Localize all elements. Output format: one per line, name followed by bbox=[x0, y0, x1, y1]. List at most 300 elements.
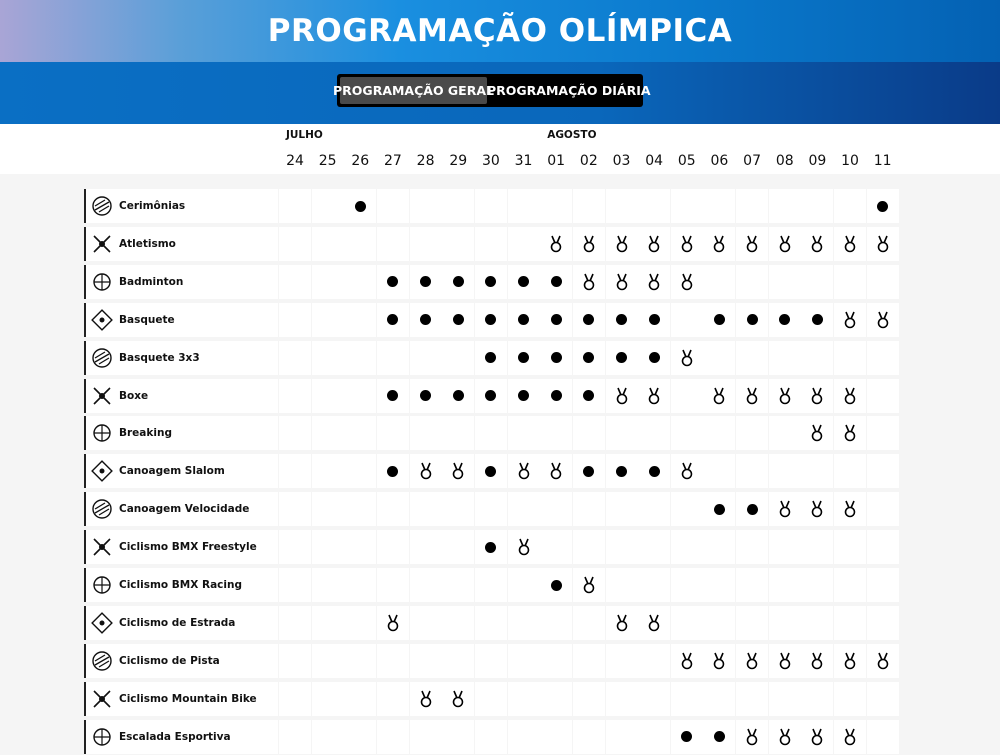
schedule-cell bbox=[769, 682, 801, 716]
schedule-cell bbox=[834, 530, 866, 564]
schedule-cell bbox=[312, 492, 344, 526]
schedule-cell[interactable] bbox=[671, 644, 703, 678]
schedule-cell[interactable] bbox=[769, 227, 801, 261]
schedule-cell bbox=[606, 416, 638, 450]
schedule-cell bbox=[312, 454, 344, 488]
medal-icon bbox=[680, 462, 694, 480]
schedule-cell[interactable] bbox=[442, 265, 474, 299]
schedule-cell[interactable] bbox=[801, 227, 833, 261]
schedule-cell[interactable] bbox=[867, 189, 899, 223]
schedule-cell bbox=[736, 341, 768, 375]
schedule-cell bbox=[279, 227, 311, 261]
schedule-cell bbox=[638, 189, 670, 223]
schedule-cell bbox=[703, 189, 735, 223]
schedule-cell[interactable] bbox=[671, 341, 703, 375]
event-dot-icon bbox=[453, 276, 464, 287]
schedule-cell[interactable] bbox=[834, 644, 866, 678]
tab-daily-schedule[interactable]: PROGRAMAÇÃO DIÁRIA bbox=[487, 83, 651, 98]
schedule-cell[interactable] bbox=[638, 303, 670, 337]
schedule-cell[interactable] bbox=[769, 379, 801, 413]
event-dot-icon bbox=[518, 390, 529, 401]
schedule-cell bbox=[671, 303, 703, 337]
schedule-cell bbox=[769, 568, 801, 602]
schedule-cell[interactable] bbox=[736, 227, 768, 261]
sport-name: Canoagem Slalom bbox=[119, 465, 225, 478]
schedule-cell bbox=[834, 682, 866, 716]
schedule-cell bbox=[312, 265, 344, 299]
sport-row bbox=[84, 227, 914, 261]
schedule-cell[interactable] bbox=[475, 530, 507, 564]
sport-label[interactable] bbox=[84, 341, 278, 375]
schedule-cell[interactable] bbox=[573, 303, 605, 337]
schedule-cell[interactable] bbox=[671, 454, 703, 488]
schedule-cell bbox=[410, 492, 442, 526]
schedule-cell bbox=[508, 492, 540, 526]
event-dot-icon bbox=[812, 314, 823, 325]
sport-label[interactable] bbox=[84, 454, 278, 488]
schedule-cell[interactable] bbox=[834, 379, 866, 413]
medal-icon bbox=[451, 690, 465, 708]
medal-icon bbox=[810, 500, 824, 518]
schedule-cell bbox=[736, 530, 768, 564]
track-cycling-icon bbox=[91, 650, 113, 672]
schedule-cell bbox=[573, 189, 605, 223]
canoe-sprint-icon bbox=[91, 498, 113, 520]
medal-icon bbox=[680, 652, 694, 670]
event-dot-icon bbox=[616, 352, 627, 363]
schedule-cell bbox=[606, 189, 638, 223]
schedule-cell[interactable] bbox=[703, 379, 735, 413]
medal-icon bbox=[647, 387, 661, 405]
schedule-cell[interactable] bbox=[377, 454, 409, 488]
event-dot-icon bbox=[387, 390, 398, 401]
schedule-cell bbox=[377, 341, 409, 375]
schedule-cell[interactable] bbox=[801, 720, 833, 754]
schedule-cell bbox=[475, 189, 507, 223]
event-dot-icon bbox=[420, 314, 431, 325]
schedule-cell[interactable] bbox=[638, 341, 670, 375]
medal-icon bbox=[647, 614, 661, 632]
event-dot-icon bbox=[453, 314, 464, 325]
schedule-cell[interactable] bbox=[801, 379, 833, 413]
schedule-cell bbox=[736, 568, 768, 602]
sport-row bbox=[84, 341, 914, 375]
schedule-cell[interactable] bbox=[573, 568, 605, 602]
basketball-icon bbox=[91, 309, 113, 331]
schedule-cell bbox=[834, 189, 866, 223]
schedule-cell[interactable] bbox=[508, 454, 540, 488]
breaking-icon bbox=[91, 422, 113, 444]
medal-icon bbox=[582, 235, 596, 253]
schedule-cell[interactable] bbox=[671, 265, 703, 299]
schedule-cell bbox=[736, 682, 768, 716]
schedule-cell[interactable] bbox=[671, 720, 703, 754]
event-dot-icon bbox=[387, 276, 398, 287]
schedule-cell[interactable] bbox=[801, 492, 833, 526]
schedule-cell[interactable] bbox=[475, 341, 507, 375]
schedule-cell[interactable] bbox=[475, 379, 507, 413]
schedule-cell[interactable] bbox=[769, 492, 801, 526]
medal-icon bbox=[843, 728, 857, 746]
schedule-cell[interactable] bbox=[834, 492, 866, 526]
schedule-cell[interactable] bbox=[606, 454, 638, 488]
medal-icon bbox=[745, 728, 759, 746]
schedule-cell[interactable] bbox=[606, 379, 638, 413]
schedule-cell bbox=[442, 568, 474, 602]
schedule-cell bbox=[671, 416, 703, 450]
medal-icon bbox=[419, 690, 433, 708]
schedule-cell[interactable] bbox=[508, 379, 540, 413]
schedule-cell bbox=[638, 644, 670, 678]
schedule-cell[interactable] bbox=[573, 379, 605, 413]
schedule-cell bbox=[867, 682, 899, 716]
medal-icon bbox=[712, 652, 726, 670]
schedule-cell[interactable] bbox=[475, 454, 507, 488]
schedule-cell bbox=[442, 720, 474, 754]
schedule-cell[interactable] bbox=[508, 303, 540, 337]
day-label: 05 bbox=[677, 153, 696, 169]
schedule-cell[interactable] bbox=[410, 379, 442, 413]
medal-icon bbox=[680, 235, 694, 253]
schedule-cell bbox=[769, 454, 801, 488]
schedule-cell bbox=[671, 492, 703, 526]
sport-label[interactable] bbox=[84, 720, 278, 754]
event-dot-icon bbox=[485, 276, 496, 287]
sport-label[interactable] bbox=[84, 606, 278, 640]
schedule-cell[interactable] bbox=[638, 227, 670, 261]
schedule-cell bbox=[410, 416, 442, 450]
schedule-cell bbox=[344, 341, 376, 375]
schedule-cell bbox=[279, 454, 311, 488]
schedule-cell[interactable] bbox=[442, 454, 474, 488]
schedule-cell[interactable] bbox=[703, 303, 735, 337]
schedule-cell bbox=[834, 568, 866, 602]
sport-label[interactable] bbox=[84, 303, 278, 337]
schedule-cell[interactable] bbox=[377, 379, 409, 413]
schedule-cell bbox=[736, 454, 768, 488]
schedule-cell[interactable] bbox=[703, 492, 735, 526]
schedule-cell bbox=[475, 644, 507, 678]
schedule-cell bbox=[540, 682, 572, 716]
schedule-cell bbox=[344, 379, 376, 413]
sport-row bbox=[84, 265, 914, 299]
schedule-cell[interactable] bbox=[703, 644, 735, 678]
schedule-cell[interactable] bbox=[606, 341, 638, 375]
sport-name: Breaking bbox=[119, 427, 172, 440]
schedule-cell bbox=[312, 644, 344, 678]
schedule-cell bbox=[312, 682, 344, 716]
event-dot-icon bbox=[649, 314, 660, 325]
sport-label[interactable] bbox=[84, 189, 278, 223]
schedule-cell[interactable] bbox=[508, 530, 540, 564]
schedule-cell[interactable] bbox=[638, 454, 670, 488]
schedule-cell bbox=[540, 492, 572, 526]
schedule-cell[interactable] bbox=[410, 265, 442, 299]
date-header bbox=[0, 124, 1000, 174]
day-label: 27 bbox=[384, 153, 402, 169]
schedule-cell[interactable] bbox=[736, 644, 768, 678]
medal-icon bbox=[549, 235, 563, 253]
month-label: AGOSTO bbox=[547, 129, 597, 141]
schedule-cell bbox=[410, 644, 442, 678]
schedule-cell[interactable] bbox=[638, 379, 670, 413]
sport-name: Ciclismo de Estrada bbox=[119, 616, 236, 629]
schedule-cell[interactable] bbox=[410, 682, 442, 716]
event-dot-icon bbox=[551, 314, 562, 325]
medal-icon bbox=[843, 652, 857, 670]
schedule-cell[interactable] bbox=[540, 379, 572, 413]
schedule-cell bbox=[703, 341, 735, 375]
schedule-cell bbox=[834, 341, 866, 375]
schedule-cell bbox=[671, 530, 703, 564]
medal-icon bbox=[680, 349, 694, 367]
schedule-cell bbox=[508, 189, 540, 223]
schedule-cell[interactable] bbox=[736, 303, 768, 337]
schedule-cell bbox=[801, 454, 833, 488]
schedule-cell[interactable] bbox=[638, 265, 670, 299]
view-toggle bbox=[333, 74, 651, 107]
sport-label[interactable] bbox=[84, 530, 278, 564]
sport-row bbox=[84, 568, 914, 602]
schedule-cell bbox=[769, 416, 801, 450]
event-dot-icon bbox=[485, 390, 496, 401]
schedule-cell bbox=[377, 568, 409, 602]
schedule-cell bbox=[540, 416, 572, 450]
schedule-cell bbox=[279, 682, 311, 716]
sport-label[interactable] bbox=[84, 568, 278, 602]
schedule-cell bbox=[801, 606, 833, 640]
sport-row bbox=[84, 606, 914, 640]
schedule-cell[interactable] bbox=[344, 189, 376, 223]
medal-icon bbox=[876, 652, 890, 670]
medal-icon bbox=[778, 387, 792, 405]
schedule-cell[interactable] bbox=[573, 341, 605, 375]
schedule-cell[interactable] bbox=[834, 227, 866, 261]
schedule-cell[interactable] bbox=[769, 303, 801, 337]
schedule-cell bbox=[344, 720, 376, 754]
sport-climbing-icon bbox=[91, 726, 113, 748]
schedule-cell bbox=[671, 606, 703, 640]
schedule-cell[interactable] bbox=[801, 644, 833, 678]
medal-icon bbox=[615, 273, 629, 291]
schedule-cell[interactable] bbox=[573, 227, 605, 261]
schedule-cell[interactable] bbox=[442, 379, 474, 413]
schedule-cell[interactable] bbox=[638, 606, 670, 640]
schedule-cell bbox=[508, 644, 540, 678]
sport-row bbox=[84, 454, 914, 488]
medal-icon bbox=[810, 652, 824, 670]
sport-row bbox=[84, 492, 914, 526]
schedule-cell[interactable] bbox=[540, 568, 572, 602]
schedule-cell bbox=[867, 530, 899, 564]
schedule-cell bbox=[769, 341, 801, 375]
schedule-cell bbox=[442, 644, 474, 678]
schedule-cell bbox=[540, 530, 572, 564]
schedule-cell[interactable] bbox=[703, 720, 735, 754]
sport-name: Basquete 3x3 bbox=[119, 351, 200, 364]
schedule-cell bbox=[312, 341, 344, 375]
schedule-cell bbox=[410, 341, 442, 375]
medal-icon bbox=[778, 728, 792, 746]
mountain-bike-icon bbox=[91, 688, 113, 710]
schedule-cell[interactable] bbox=[801, 416, 833, 450]
medal-icon bbox=[680, 273, 694, 291]
schedule-cell[interactable] bbox=[867, 227, 899, 261]
schedule-cell[interactable] bbox=[410, 454, 442, 488]
schedule-cell bbox=[834, 454, 866, 488]
schedule-cell[interactable] bbox=[508, 341, 540, 375]
schedule-cell bbox=[867, 416, 899, 450]
schedule-cell bbox=[867, 720, 899, 754]
medal-icon bbox=[386, 614, 400, 632]
schedule-cell bbox=[867, 341, 899, 375]
schedule-cell bbox=[475, 568, 507, 602]
medal-icon bbox=[517, 538, 531, 556]
schedule-cell bbox=[638, 682, 670, 716]
day-label: 30 bbox=[481, 153, 500, 169]
schedule-cell[interactable] bbox=[442, 303, 474, 337]
event-dot-icon bbox=[583, 390, 594, 401]
schedule-cell[interactable] bbox=[475, 303, 507, 337]
schedule-cell bbox=[312, 720, 344, 754]
sport-row bbox=[84, 644, 914, 678]
schedule-cell bbox=[442, 530, 474, 564]
schedule-cell bbox=[410, 606, 442, 640]
schedule-cell[interactable] bbox=[540, 454, 572, 488]
schedule-cell[interactable] bbox=[834, 303, 866, 337]
sport-label[interactable] bbox=[84, 416, 278, 450]
ceremonies-icon bbox=[91, 195, 113, 217]
sport-row bbox=[84, 189, 914, 223]
schedule-cell[interactable] bbox=[736, 720, 768, 754]
schedule-cell bbox=[344, 492, 376, 526]
schedule-cell bbox=[508, 227, 540, 261]
sport-label[interactable] bbox=[84, 492, 278, 526]
schedule-cell[interactable] bbox=[736, 492, 768, 526]
event-dot-icon bbox=[387, 466, 398, 477]
sport-label[interactable] bbox=[84, 379, 278, 413]
event-dot-icon bbox=[518, 276, 529, 287]
schedule-cell bbox=[834, 606, 866, 640]
schedule-cell bbox=[279, 644, 311, 678]
bmx-racing-icon bbox=[91, 574, 113, 596]
medal-icon bbox=[745, 235, 759, 253]
day-label: 04 bbox=[645, 153, 664, 169]
schedule-cell bbox=[279, 416, 311, 450]
medal-icon bbox=[843, 500, 857, 518]
schedule-cell bbox=[442, 189, 474, 223]
schedule-cell[interactable] bbox=[606, 265, 638, 299]
sport-label[interactable] bbox=[84, 227, 278, 261]
schedule-cell bbox=[638, 530, 670, 564]
schedule-cell[interactable] bbox=[606, 227, 638, 261]
schedule-cell[interactable] bbox=[867, 644, 899, 678]
schedule-cell bbox=[442, 341, 474, 375]
medal-icon bbox=[778, 652, 792, 670]
sport-name: Ciclismo BMX Racing bbox=[119, 579, 242, 591]
sport-label[interactable] bbox=[84, 265, 278, 299]
schedule-cell[interactable] bbox=[377, 606, 409, 640]
schedule-cell[interactable] bbox=[508, 265, 540, 299]
medal-icon bbox=[778, 500, 792, 518]
schedule-cell[interactable] bbox=[671, 227, 703, 261]
schedule-cell bbox=[410, 189, 442, 223]
schedule-cell[interactable] bbox=[377, 303, 409, 337]
sport-name: Escalada Esportiva bbox=[119, 730, 231, 743]
schedule-cell bbox=[867, 265, 899, 299]
medal-icon bbox=[843, 424, 857, 442]
event-dot-icon bbox=[453, 390, 464, 401]
schedule-cell[interactable] bbox=[540, 341, 572, 375]
schedule-cell bbox=[312, 530, 344, 564]
sport-name: Boxe bbox=[119, 389, 149, 402]
schedule-cell[interactable] bbox=[606, 303, 638, 337]
day-label: 06 bbox=[710, 153, 729, 169]
schedule-cell bbox=[279, 189, 311, 223]
schedule-cell[interactable] bbox=[442, 682, 474, 716]
medal-icon bbox=[549, 462, 563, 480]
schedule-cell bbox=[867, 379, 899, 413]
event-dot-icon bbox=[583, 314, 594, 325]
sport-row bbox=[84, 416, 914, 450]
schedule-cell[interactable] bbox=[377, 265, 409, 299]
schedule-cell[interactable] bbox=[834, 416, 866, 450]
schedule-cell bbox=[279, 265, 311, 299]
schedule-cell[interactable] bbox=[573, 454, 605, 488]
day-label: 11 bbox=[873, 153, 892, 169]
schedule-cell bbox=[638, 720, 670, 754]
schedule-cell[interactable] bbox=[540, 227, 572, 261]
day-label: 03 bbox=[612, 153, 631, 169]
event-dot-icon bbox=[649, 352, 660, 363]
schedule-cell bbox=[377, 189, 409, 223]
schedule-cell[interactable] bbox=[410, 303, 442, 337]
schedule-cell bbox=[638, 492, 670, 526]
schedule-cell bbox=[312, 379, 344, 413]
event-dot-icon bbox=[518, 352, 529, 363]
schedule-cell bbox=[377, 492, 409, 526]
schedule-cell[interactable] bbox=[867, 303, 899, 337]
sport-label[interactable] bbox=[84, 644, 278, 678]
view-toggle-bar bbox=[0, 62, 1000, 124]
schedule-cell[interactable] bbox=[801, 303, 833, 337]
schedule-cell bbox=[377, 644, 409, 678]
schedule-cell[interactable] bbox=[703, 227, 735, 261]
schedule-cell[interactable] bbox=[606, 606, 638, 640]
badminton-icon bbox=[91, 271, 113, 293]
sport-label[interactable] bbox=[84, 682, 278, 716]
medal-icon bbox=[876, 235, 890, 253]
event-dot-icon bbox=[714, 731, 725, 742]
schedule-cell[interactable] bbox=[769, 644, 801, 678]
schedule-cell[interactable] bbox=[475, 265, 507, 299]
schedule-cell bbox=[638, 416, 670, 450]
schedule-cell bbox=[573, 606, 605, 640]
schedule-cell[interactable] bbox=[736, 379, 768, 413]
schedule-cell[interactable] bbox=[834, 720, 866, 754]
schedule-cell[interactable] bbox=[573, 265, 605, 299]
event-dot-icon bbox=[485, 352, 496, 363]
page-header bbox=[0, 0, 1000, 62]
schedule-cell bbox=[508, 720, 540, 754]
schedule-cell[interactable] bbox=[769, 720, 801, 754]
event-dot-icon bbox=[485, 542, 496, 553]
tab-general-schedule[interactable]: PROGRAMAÇÃO GERAL bbox=[340, 77, 487, 104]
schedule-cell[interactable] bbox=[540, 303, 572, 337]
schedule-cell bbox=[279, 303, 311, 337]
schedule-cell bbox=[344, 265, 376, 299]
schedule-cell[interactable] bbox=[540, 265, 572, 299]
